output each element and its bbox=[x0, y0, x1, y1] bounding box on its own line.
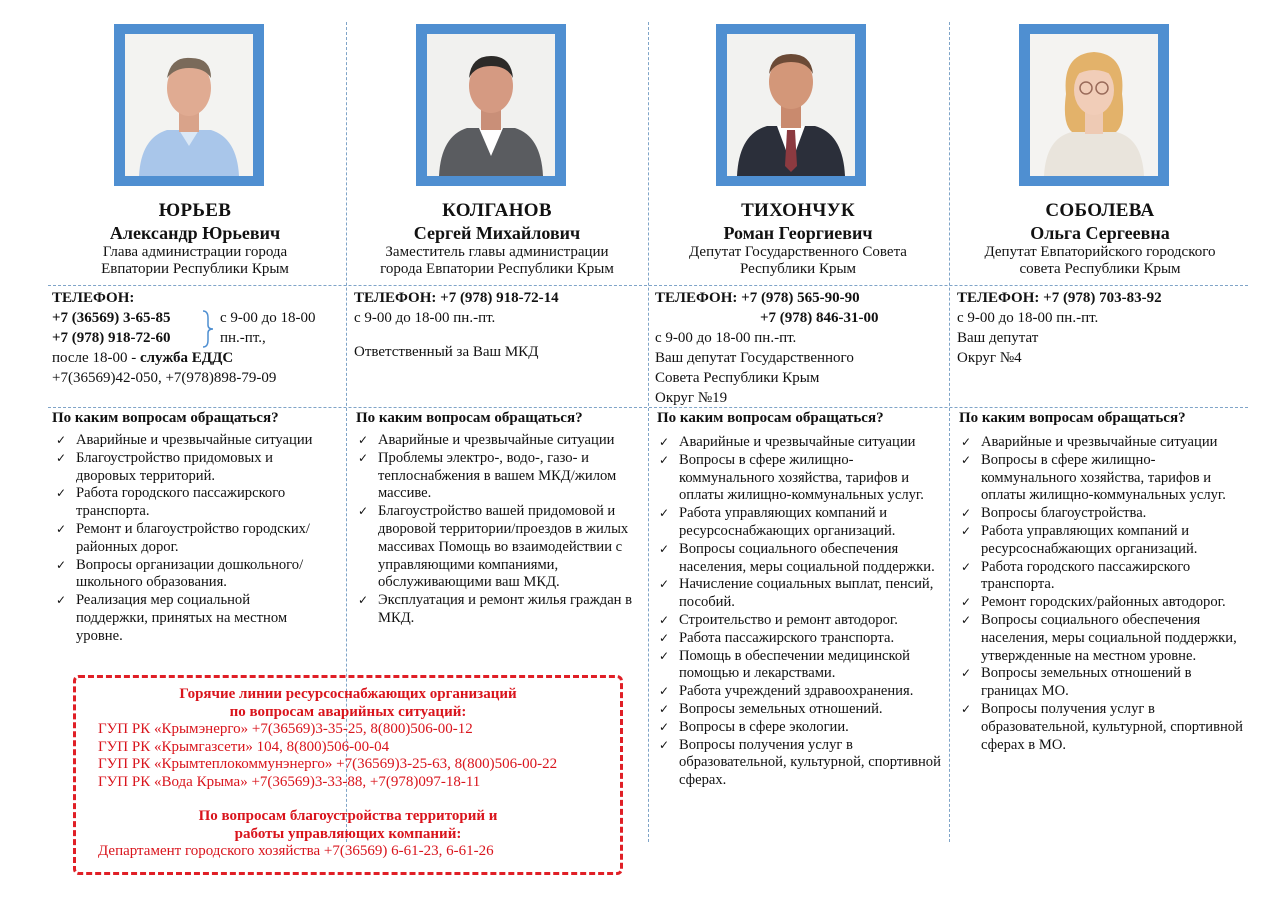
list-item: ✓ Работа учреждений здравоохранения. bbox=[659, 683, 914, 700]
surname: ЮРЬЕВ bbox=[158, 200, 232, 221]
list-item: ✓ Строительство и ремонт автодорог. bbox=[659, 611, 898, 628]
given-name: Сергей Михайлович bbox=[413, 223, 581, 243]
check-icon: ✓ bbox=[961, 435, 972, 449]
after-hours-label: после 18-00 - bbox=[52, 350, 140, 366]
district-label: Округ №4 bbox=[957, 350, 1022, 366]
list-item: ✓ Благоустройство придомовых и дворовых территорий. bbox=[56, 449, 273, 484]
district-label: Округ №19 bbox=[655, 390, 728, 406]
check-icon: ✓ bbox=[659, 452, 670, 467]
check-icon: ✓ bbox=[659, 719, 670, 734]
check-icon: ✓ bbox=[358, 433, 369, 447]
check-icon: ✓ bbox=[961, 666, 972, 681]
list-item: ✓ Аварийные и чрезвычайные ситуации bbox=[659, 434, 916, 450]
role-line: Глава администрации города bbox=[102, 244, 288, 260]
list-item: ✓ Вопросы земельных отношений в границах МО. bbox=[961, 665, 1192, 700]
responsibility-note: Ответственный за Ваш МКД bbox=[354, 344, 539, 360]
check-icon: ✓ bbox=[358, 450, 369, 465]
role-line: Республики Крым bbox=[739, 261, 857, 277]
hours-text: пн.-пт., bbox=[220, 330, 266, 346]
service-name: служба ЕДДС bbox=[139, 350, 234, 366]
check-icon: ✓ bbox=[961, 506, 972, 521]
hotline-entry[interactable]: ГУП РК «Крымтеплокоммунэнерго» +7(36569)3-25-63, 8(800)506-00-22 bbox=[98, 756, 558, 772]
list-item: ✓ Работа управляющих компаний и ресурсоснабжающих организаций. bbox=[659, 505, 896, 539]
list-item: ✓ Аварийные и чрезвычайные ситуации bbox=[56, 432, 313, 448]
hotline-entry[interactable]: ГУП РК «Вода Крыма» +7(36569)3-33-88, +7(978)097-18-11 bbox=[98, 773, 481, 790]
hotline-entry[interactable]: ГУП РК «Крымгазсети» 104, 8(800)506-00-04 bbox=[98, 738, 390, 755]
deputy-note: Ваш депутат Государственного bbox=[655, 350, 854, 366]
person-portrait-icon bbox=[1030, 34, 1158, 176]
portrait-photo bbox=[1019, 24, 1169, 186]
check-icon: ✓ bbox=[358, 504, 369, 519]
check-icon: ✓ bbox=[56, 450, 67, 465]
list-item: ✓ Начисление социальных выплат, пенсий, пособий. bbox=[659, 576, 934, 611]
list-item: ✓ Проблемы электро-, водо-, газо- и теплоснабжения в вашем МКД/жилом массиве. bbox=[358, 449, 617, 502]
surname: ТИХОНЧУК bbox=[741, 200, 855, 221]
check-icon: ✓ bbox=[961, 452, 972, 467]
column-divider bbox=[648, 22, 649, 842]
hours-text: с 9-00 до 18-00 bbox=[220, 310, 316, 326]
list-item: ✓ Вопросы в сфере жилищно-коммунального хозяйства, тарифов и оплаты жилищно-коммунальных услуг. bbox=[659, 451, 924, 504]
name-block bbox=[352, 200, 642, 278]
given-name: Роман Георгиевич bbox=[723, 223, 873, 243]
name-block bbox=[653, 200, 943, 278]
check-icon: ✓ bbox=[659, 630, 670, 645]
check-icon: ✓ bbox=[56, 433, 67, 447]
row-divider bbox=[48, 407, 1248, 408]
role-line: Депутат Государственного Совета bbox=[689, 244, 907, 260]
deputy-note: Совета Республики Крым bbox=[655, 370, 820, 386]
deputy-note: Ваш депутат bbox=[957, 330, 1039, 346]
list-item: ✓ Аварийные и чрезвычайные ситуации bbox=[358, 432, 615, 448]
person-portrait-icon bbox=[727, 34, 855, 176]
check-icon: ✓ bbox=[659, 577, 670, 592]
topic-list bbox=[959, 434, 1244, 754]
check-icon: ✓ bbox=[961, 523, 972, 538]
check-icon: ✓ bbox=[659, 684, 670, 699]
improvement-subtitle: работы управляющих компаний: bbox=[234, 825, 462, 842]
check-icon: ✓ bbox=[659, 435, 670, 449]
name-block bbox=[955, 200, 1245, 278]
contact-block bbox=[52, 288, 344, 388]
check-icon: ✓ bbox=[659, 701, 670, 716]
surname: КОЛГАНОВ bbox=[442, 200, 552, 221]
person-portrait-icon bbox=[427, 34, 555, 176]
role-line: Депутат Евпаторийского городского bbox=[984, 244, 1216, 260]
list-item: ✓ Помощь в обеспечении медицинской помощью и лекарствами. bbox=[659, 647, 910, 682]
given-name: Александр Юрьевич bbox=[109, 223, 281, 243]
list-item: ✓ Вопросы в сфере экологии. bbox=[659, 718, 849, 735]
list-item: ✓ Реализация мер социальной поддержки, принятых на местном уровне. bbox=[56, 592, 288, 644]
list-item: ✓ Вопросы получения услуг в образовательной, культурной, спортивной сферах. bbox=[659, 736, 941, 789]
phone-line[interactable]: ТЕЛЕФОН: +7 (978) 918-72-14 bbox=[354, 290, 559, 306]
check-icon: ✓ bbox=[961, 595, 972, 610]
phone-number[interactable]: +7 (36569) 3-65-85 bbox=[52, 310, 171, 326]
list-item: ✓ Вопросы земельных отношений. bbox=[659, 700, 883, 717]
question-title: По каким вопросам обращаться? bbox=[356, 410, 583, 426]
list-item: ✓ Вопросы получения услуг в образовательной, культурной, спортивной сферах в МО. bbox=[961, 700, 1243, 753]
list-item: ✓ Работа пассажирского транспорта. bbox=[659, 629, 895, 646]
question-title: По каким вопросам обращаться? bbox=[657, 410, 884, 426]
check-icon: ✓ bbox=[659, 737, 670, 752]
hours-text: с 9-00 до 18-00 пн.-пт. bbox=[655, 330, 797, 346]
list-item: ✓ Вопросы благоустройства. bbox=[961, 505, 1147, 522]
role-line: Заместитель главы администрации bbox=[385, 244, 609, 260]
list-item: ✓ Эксплуатация и ремонт жилья граждан в МКД. bbox=[358, 592, 633, 626]
surname: СОБОЛЕВА bbox=[1045, 200, 1155, 221]
check-icon: ✓ bbox=[56, 557, 67, 572]
list-item: ✓ Вопросы в сфере жилищно-коммунального хозяйства, тарифов и оплаты жилищно-коммунальных услуг. bbox=[961, 451, 1226, 504]
column-divider bbox=[949, 22, 950, 842]
brace-icon bbox=[202, 310, 214, 348]
contact-block bbox=[957, 288, 1247, 368]
person-portrait-icon bbox=[125, 34, 253, 176]
check-icon: ✓ bbox=[358, 593, 369, 608]
department-entry[interactable]: Департамент городского хозяйства +7(36569) 6-61-23, 6-61-26 bbox=[98, 843, 494, 859]
hours-text: с 9-00 до 18-00 пн.-пт. bbox=[957, 310, 1099, 326]
check-icon: ✓ bbox=[56, 486, 67, 501]
list-item: ✓ Вопросы социального обеспечения населения, меры социальной поддержки, утвержденные на местном уровне. bbox=[961, 611, 1237, 664]
check-icon: ✓ bbox=[961, 612, 972, 627]
given-name: Ольга Сергеевна bbox=[1030, 223, 1170, 243]
portrait-photo bbox=[416, 24, 566, 186]
list-item: ✓ Работа городского пассажирского транспорта. bbox=[56, 485, 286, 520]
topic-list bbox=[657, 434, 945, 790]
phone-line[interactable]: ТЕЛЕФОН: +7 (978) 565-90-90 bbox=[655, 290, 860, 306]
check-icon: ✓ bbox=[659, 506, 670, 521]
check-icon: ✓ bbox=[961, 559, 972, 574]
check-icon: ✓ bbox=[659, 541, 670, 556]
extra-phones[interactable]: +7(36569)42-050, +7(978)898-79-09 bbox=[52, 370, 277, 386]
phone-number[interactable]: +7 (978) 846-31-00 bbox=[760, 310, 879, 326]
check-icon: ✓ bbox=[56, 521, 67, 536]
list-item: ✓ Вопросы организации дошкольного/школьного образования. bbox=[56, 556, 304, 591]
contact-block bbox=[655, 288, 945, 408]
check-icon: ✓ bbox=[961, 701, 972, 716]
check-icon: ✓ bbox=[659, 648, 670, 663]
list-item: ✓ Ремонт и благоустройство городских/районных дорог. bbox=[56, 520, 310, 555]
list-item: ✓ Работа городского пассажирского транспорта. bbox=[961, 558, 1191, 593]
list-item: ✓ Благоустройство вашей придомовой и дворовой территории/проездов в жилых массивах Помощь во взаимодействии с управляющими компаниями, обслуживающими ваш МКД. bbox=[358, 503, 629, 591]
hotlines-box bbox=[73, 675, 623, 875]
check-icon: ✓ bbox=[659, 612, 670, 627]
phone-label: ТЕЛЕФОН: bbox=[52, 290, 135, 306]
check-icon: ✓ bbox=[56, 593, 67, 608]
name-block bbox=[50, 200, 340, 278]
role-line: Евпатории Республики Крым bbox=[101, 261, 289, 277]
list-item: ✓ Работа управляющих компаний и ресурсоснабжающих организаций. bbox=[961, 522, 1198, 557]
hours-text: с 9-00 до 18-00 пн.-пт. bbox=[354, 310, 496, 326]
topic-list bbox=[356, 432, 636, 628]
row-divider bbox=[48, 285, 1248, 286]
phone-number[interactable]: +7 (978) 918-72-60 bbox=[52, 330, 171, 346]
contact-block bbox=[354, 288, 644, 362]
list-item: ✓ Вопросы социального обеспечения населения, меры социальной поддержки. bbox=[659, 540, 935, 575]
list-item: ✓ Аварийные и чрезвычайные ситуации bbox=[961, 434, 1218, 450]
phone-line[interactable]: ТЕЛЕФОН: +7 (978) 703-83-92 bbox=[957, 290, 1162, 306]
role-line: совета Республики Крым bbox=[1019, 261, 1181, 277]
list-item: ✓ Ремонт городских/районных автодорог. bbox=[961, 594, 1226, 611]
portrait-photo bbox=[716, 24, 866, 186]
portrait-photo bbox=[114, 24, 264, 186]
question-title: По каким вопросам обращаться? bbox=[52, 410, 279, 426]
topic-list bbox=[54, 432, 324, 646]
question-title: По каким вопросам обращаться? bbox=[959, 410, 1186, 426]
hotlines-subtitle: по вопросам аварийных ситуаций: bbox=[229, 703, 467, 720]
improvement-title: По вопросам благоустройства территорий и bbox=[198, 808, 498, 824]
hotlines-title: Горячие линии ресурсоснабжающих организаций bbox=[179, 686, 517, 702]
hotline-entry[interactable]: ГУП РК «Крымэнерго» +7(36569)3-35-25, 8(800)506-00-12 bbox=[98, 721, 473, 737]
role-line: города Евпатории Республики Крым bbox=[380, 261, 614, 277]
